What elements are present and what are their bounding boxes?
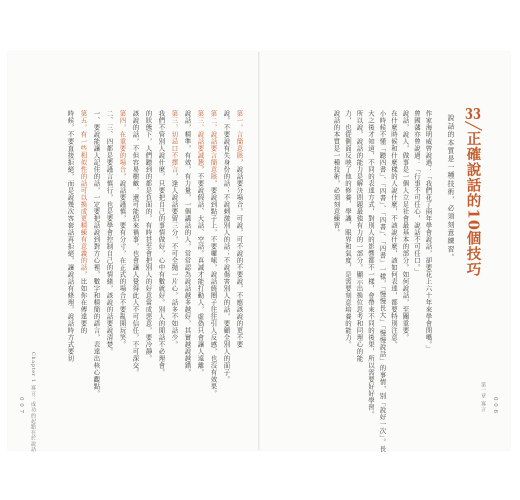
text-column: 在什麼時候和什麼樣的人說什麼，不該說什麼，該如何表達，都要特別注意。 [389, 110, 398, 348]
text-column: 說話，說人，做事是一個人立足社會最基本的部分。如何說話，至關重要。 [401, 110, 410, 341]
text-column: 力，也從側面反映了他的修養、學識、眼界和氣度，是需要刻意培養的能力。 [343, 110, 352, 348]
text-column: 時候，不要直接拒絕，而是說幾次客套話再拒絕，讓說話有條理，說話時方式要切 [66, 110, 75, 362]
left-page-number: 0 0 7 [18, 397, 24, 414]
text-column: 二、三、四都是要謹言慎行，也是要學會控制自己的情緒，該說的話要說清楚。 [105, 110, 114, 355]
text-column: 第四，在重要的場合，說話要謹慎，要有分寸，在正式的場合不要亂開玩笑。 [118, 110, 127, 348]
right-page-number: 0 0 6 [492, 397, 498, 414]
text-column: 第三，說話要誠懇，不要說假話、大話、空話。真誠才能打動人，虛偽只會讓人遠離。 [196, 110, 205, 376]
point-heading: 第一，言簡意賅 [235, 110, 244, 159]
text-column: 第一，言簡意賅，說話要分場合。可說，可不說的不要說，不應該說的更不要 [235, 110, 244, 348]
left-running-head: Chapter 1 寡言：成功的起點在於說話 [30, 352, 36, 453]
chapter-heading: 正確說話的10個技巧 [464, 131, 482, 278]
right-running-head: 第一章 寡言 [480, 382, 486, 413]
text-column: 大之後才知道，不同的表達方式，對別人的影響都不一樣，會帶來不同的後果，所以需要好好學習。 [366, 110, 375, 418]
text-column: 第五，有一些相似性的話可以換成更精練有意義的話，比如你在傳達要的 [79, 110, 88, 334]
text-column: 該說的話，不但容易樹敵，還可能招來禍事，也會讓人覺得此人不可信任，不可深交。 [131, 110, 140, 376]
text-column: 的狀態下，人們聽到的都是負面的，有時甚至會把別人的好意當成惡意，要冷靜。 [144, 110, 153, 362]
point-heading: 第三，說話要誠懇 [196, 110, 205, 166]
book-spread [8, 52, 510, 453]
chapter-separator: ╱ [464, 121, 482, 132]
text-column: 小時候不懂「聽四書」、「四書」、「四書」、「四書」一樣，「慢慢長大」「慢慢說話」的事情，別「說好一次」。長 [378, 110, 387, 453]
point-heading: 第三，切忌口不擇言 [170, 110, 179, 173]
point-heading: 第四，在重要的場合 [118, 110, 127, 173]
point-heading: 第二，說話要言簡意賅 [209, 110, 218, 180]
text-column: 說話的本質是一種技術，必須刻意練習。 [332, 110, 341, 236]
text-column: 說。不要說有失身份的話；不說刺激別人的話；不說傷害別人的話，要顧全別人的面子。 [222, 110, 231, 383]
chapter-subtitle: 說話的本質是一種技術，必須刻意練習。 [447, 114, 455, 262]
text-column: 曾國藩亦曾說過：「行事不可任心，說話不可任口。」 [412, 110, 421, 275]
text-column: 我們不管別人說什麼，只要把自己的事情做好，心中有數就好。別人的閒話不必理會。 [157, 110, 166, 376]
text-column: 第三，切忌口不擇言，逢人說話要留三分，不可全抛一片心，話多不如話少。 [170, 110, 179, 348]
chapter-number: 33 [465, 107, 481, 122]
chapter-title [465, 107, 480, 277]
text-column: 所以說，說話的能力是解決問題最強有力的一部分。顯示出換位思考和同理心的能 [355, 110, 364, 362]
text-column: 第二，說話要言簡意賅，要說到點子上，不要囉嗦，說話繞圈子往往引人反感，也沒有效果。 [209, 110, 218, 397]
text-column: 作家海明威曾說過：「我們花了兩年學會說話，卻要花上六十年來學會閉嘴。」 [424, 110, 433, 352]
right-page [260, 52, 510, 453]
point-heading: 第五，有一些相似性的話可以換成更精練有意義的話 [79, 110, 88, 271]
text-column: 一、要說能讓人記住的話，一定要把話說到對方心裡，數字和精簡的語言，表達出核心觀點。 [92, 110, 101, 397]
text-column: 說話，精準，有效，有力量，一個講話的人，常常認為說話越多越好，其實越說越錯。 [183, 110, 192, 376]
left-page [8, 52, 258, 453]
